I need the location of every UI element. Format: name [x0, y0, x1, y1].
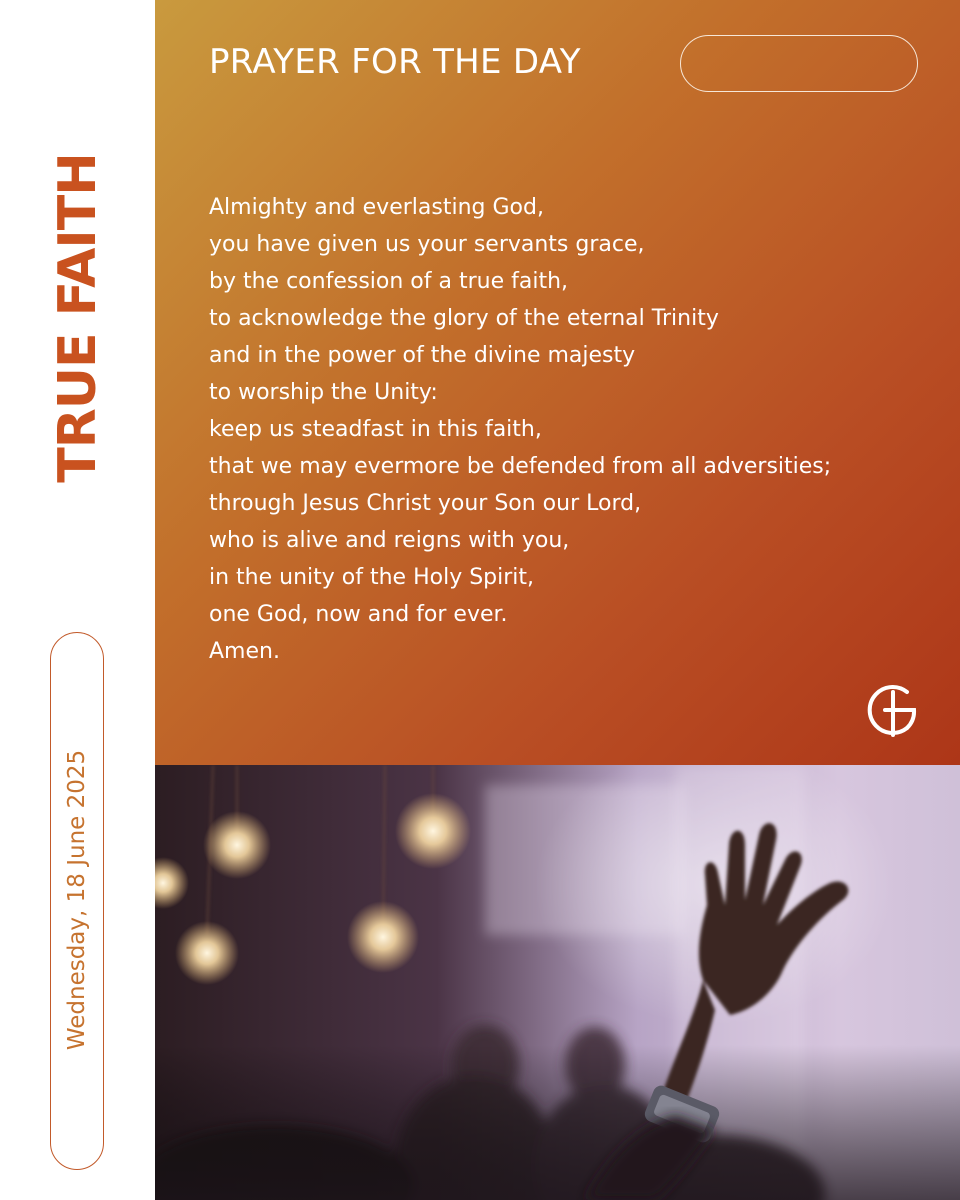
worship-photo-image — [155, 765, 960, 1200]
prayer-line: through Jesus Christ your Son our Lord, — [209, 491, 642, 516]
prayer-line: and in the power of the divine majesty — [209, 343, 636, 368]
prayer-text — [209, 189, 949, 670]
side-strip — [0, 0, 155, 1200]
header-pill-decoration — [680, 35, 918, 92]
prayer-line: to acknowledge the glory of the eternal Trinity — [209, 306, 719, 331]
worship-photo — [155, 765, 960, 1200]
page-title: PRAYER FOR THE DAY — [209, 42, 581, 82]
prayer-line: Amen. — [209, 639, 280, 664]
date-label: Wednesday, 18 June 2025 — [64, 749, 90, 1051]
prayer-line: you have given us your servants grace, — [209, 232, 645, 257]
prayer-panel — [155, 0, 960, 765]
prayer-line: who is alive and reigns with you, — [209, 528, 570, 553]
church-of-england-logo-icon — [863, 682, 919, 738]
prayer-line: one God, now and for ever. — [209, 602, 508, 627]
prayer-line: that we may evermore be defended from all adversities; — [209, 454, 832, 479]
prayer-line: Almighty and everlasting God, — [209, 195, 544, 220]
prayer-line: keep us steadfast in this faith, — [209, 417, 542, 442]
prayer-line: to worship the Unity: — [209, 380, 438, 405]
prayer-line: in the unity of the Holy Spirit, — [209, 565, 535, 590]
side-title: TRUE FAITH — [48, 153, 108, 483]
prayer-line: by the confession of a true faith, — [209, 269, 569, 294]
